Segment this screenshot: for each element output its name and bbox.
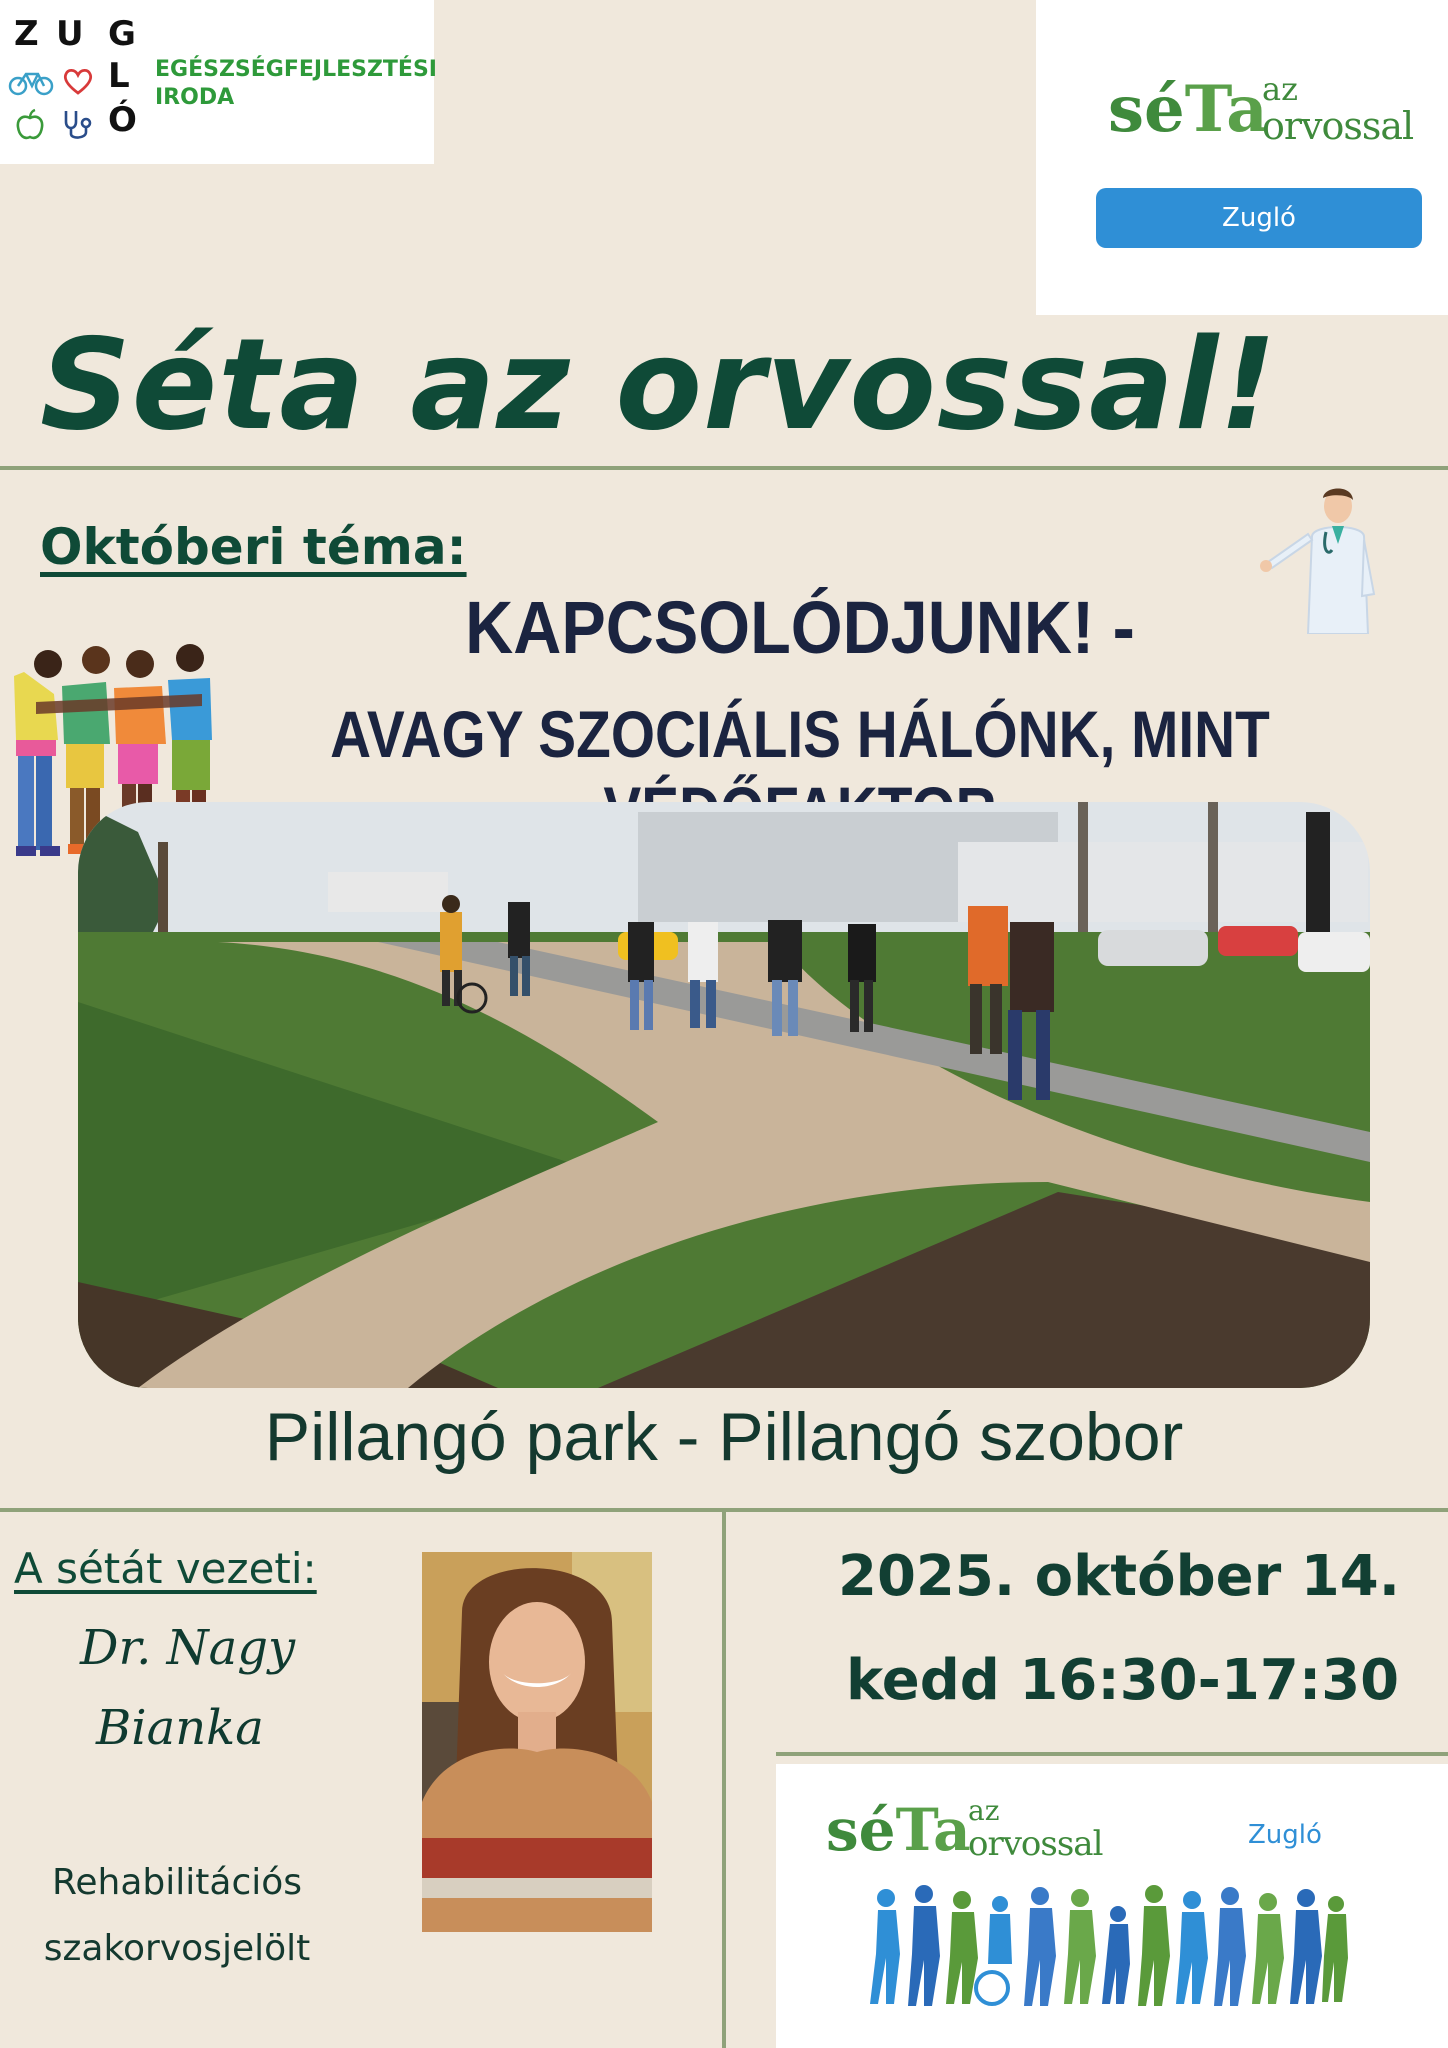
divider-above-bottom-brand (776, 1752, 1448, 1756)
divider-under-title (0, 466, 1448, 470)
brand-seta-part2: Ta (1184, 72, 1268, 147)
topic-line-2: AVAGY SZOCIÁLIS HÁLÓNK, MINT (330, 697, 1270, 771)
main-title: Séta az orvossal! (40, 311, 1278, 458)
event-date: 2025. október 14. (838, 1544, 1400, 1609)
theme-label: Októberi téma: (40, 518, 467, 576)
office-line-2: IRODA (155, 85, 235, 110)
bottom-seta-part2: Ta (895, 1796, 971, 1864)
heart-icon (62, 66, 94, 96)
bottom-brand-orvossal: orvossal (968, 1824, 1103, 1864)
zuglo-badge: Zugló (1096, 188, 1422, 248)
zuglo-health-logo (0, 0, 437, 164)
park-walk-photo (78, 802, 1370, 1388)
stethoscope-icon (60, 108, 96, 142)
bicycle-icon (8, 66, 54, 96)
apple-icon (14, 108, 46, 142)
location-text: Pillangó park - Pillangó szobor (264, 1399, 1184, 1475)
leader-name-line-1: Dr. Nagy (80, 1620, 296, 1676)
bottom-brand-az: az (968, 1794, 1000, 1827)
logo-letter-o: Ó (108, 100, 137, 140)
logo-letter-g: G (108, 14, 136, 54)
doctor-illustration (1258, 484, 1398, 634)
park-walk-scene (78, 802, 1370, 1388)
brand-az: az (1262, 70, 1298, 108)
brand-seta-part1: sé (1108, 72, 1185, 147)
brand-logo-seta (1108, 72, 1268, 147)
brand-orvossal: orvossal (1262, 104, 1414, 148)
logo-letter-z: Z (14, 14, 39, 54)
bottom-brand-zuglo: Zugló (1248, 1820, 1322, 1850)
logo-letter-u: U (56, 14, 84, 54)
leader-role-line-2: szakorvosjelölt (43, 1928, 311, 1969)
walkers-silhouette (866, 1884, 1348, 2008)
topic-line-1: KAPCSOLÓDJUNK! - (465, 586, 1135, 669)
event-time: kedd 16:30-17:30 (846, 1648, 1400, 1713)
leader-portrait-image (422, 1552, 652, 1932)
leader-role-line-1: Rehabilitációs (51, 1862, 303, 1903)
divider-vertical (722, 1508, 726, 2048)
leader-label: A sétát vezeti: (14, 1544, 317, 1593)
bottom-brand-seta (826, 1796, 971, 1864)
logo-letter-l: L (108, 56, 130, 96)
seta-brand-box (1036, 0, 1448, 315)
office-line-1: EGÉSZSÉGFEJLESZTÉSI (155, 57, 437, 82)
leader-name-line-2: Bianka (96, 1700, 264, 1756)
health-office-name (155, 56, 437, 112)
bottom-seta-part1: sé (826, 1796, 896, 1864)
leader-portrait (422, 1552, 652, 1932)
